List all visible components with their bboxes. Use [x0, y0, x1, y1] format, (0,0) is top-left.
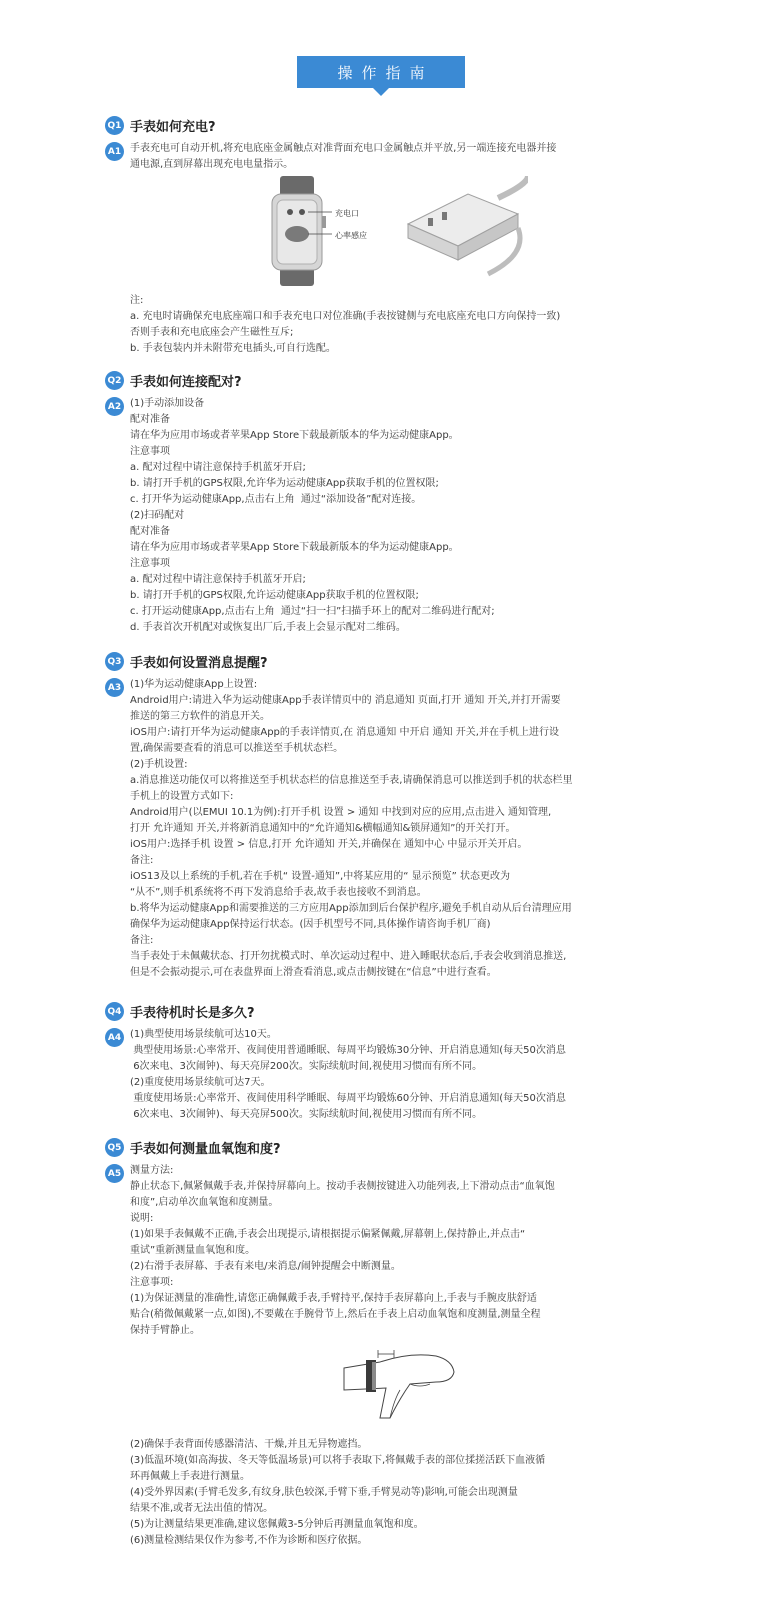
answer-badge: A4: [105, 1028, 124, 1047]
note-line: 否则手表和充电底座会产生磁性互斥;: [130, 327, 294, 338]
answer-line: 6次来电、3次闹钟)、每天亮屏500次。实际续航时间,视使用习惯而有所不同。: [130, 1109, 483, 1120]
answer-line: 测量方法:: [130, 1165, 174, 1176]
answer-line: 注意事项: [130, 446, 170, 457]
answer-line: 静止状态下,佩紧佩戴手表,并保持屏幕向上。按动手表侧按键进入功能列表,上下滑动点击“血氧饱: [130, 1181, 555, 1192]
answer-line: 重度使用场景:心率常开、夜间使用科学睡眠、每周平均锻炼60分钟、开启消息通知(每天50次消息: [130, 1093, 566, 1104]
question-badge: Q3: [105, 652, 124, 671]
answer-line: (2)确保手表背面传感器清洁、干燥,并且无异物遮挡。: [130, 1439, 368, 1450]
answer-line: c. 打开华为运动健康App,点击右上角 通过“添加设备”配对连接。: [130, 494, 422, 505]
answer-line: 注意事项:: [130, 1277, 174, 1288]
answer-badge: A2: [105, 397, 124, 416]
answer-line: 结果不准,或者无法出值的情况。: [130, 1503, 274, 1514]
answer-line: a. 配对过程中请注意保持手机蓝牙开启;: [130, 462, 306, 473]
question-title: 手表如何设置消息提醒?: [130, 656, 268, 671]
answer-text: [130, 1163, 665, 1339]
answer-badge: A1: [105, 142, 124, 161]
question-badge: Q4: [105, 1002, 124, 1021]
answer-line: 推送的第三方软件的消息开关。: [130, 711, 270, 722]
answer-line: 保持手臂静止。: [130, 1325, 200, 1336]
answer-line: 说明:: [130, 1213, 154, 1224]
charging-port-label: 充电口: [335, 209, 359, 218]
answer-line: 打开 允许通知 开关,并将新消息通知中的“允许通知&横幅通知&锁屏通知”的开关打开。: [130, 823, 516, 834]
note-line: a. 充电时请确保充电底座端口和手表充电口对位准确(手表按键侧与充电底座充电口方向保持一致): [130, 311, 561, 322]
answer-line: a.消息推送功能仅可以将推送至手机状态栏的信息推送至手表,请确保消息可以推送到手机的状态栏里: [130, 775, 573, 786]
answer-line: b.将华为运动健康App和需要推送的三方应用App添加到后台保护程序,避免手机自动从后台清理应用: [130, 903, 572, 914]
answer-line: 重试”重新测量血氧饱和度。: [130, 1245, 256, 1256]
answer-line: d. 手表首次开机配对或恢复出厂后,手表上会显示配对二维码。: [130, 622, 406, 633]
answer-text: [130, 677, 665, 981]
answer-line: 贴合(稍微佩戴紧一点,如图),不要戴在手腕骨节上,然后在手表上启动血氧饱和度测量,测量全程: [130, 1309, 541, 1320]
faq-battery-life: [105, 1002, 665, 1123]
answer-line: (4)受外界因素(手臂毛发多,有纹身,肤色较深,手臂下垂,手臂晃动等)影响,可能会出现测量: [130, 1487, 518, 1498]
question-badge: Q5: [105, 1138, 124, 1157]
answer-line: 6次来电、3次闹钟)、每天亮屏200次。实际续航时间,视使用习惯而有所不同。: [130, 1061, 483, 1072]
answer-line: 注意事项: [130, 558, 170, 569]
question-title: 手表待机时长是多久?: [130, 1006, 255, 1021]
answer-line: Android用户:请进入华为运动健康App手表详情页中的 消息通知 页面,打开 通知 开关,并打开需要: [130, 695, 561, 706]
charging-notes: [130, 293, 660, 357]
question-badge: Q1: [105, 116, 124, 135]
answer-line: a. 配对过程中请注意保持手机蓝牙开启;: [130, 574, 306, 585]
answer-line: (1)典型使用场景续航可达10天。: [130, 1029, 277, 1040]
answer-line: 环再佩戴上手表进行测量。: [130, 1471, 250, 1482]
answer-line: (2)扫码配对: [130, 510, 185, 521]
answer-line: (6)测量检测结果仅作为参考,不作为诊断和医疗依据。: [130, 1535, 368, 1546]
answer-line: 手机上的设置方式如下:: [130, 791, 234, 802]
answer-line: 置,确保需要查看的消息可以推送至手机状态栏。: [130, 743, 344, 754]
answer-line: (1)华为运动健康App上设置:: [130, 679, 258, 690]
answer-line: 但是不会振动提示,可在表盘界面上滑查看消息,或点击侧按键在“信息”中进行查看。: [130, 967, 497, 978]
watch-back-illustration: [268, 176, 528, 288]
answer-line: 确保华为运动健康App保持运行状态。(因手机型号不同,具体操作请咨询手机厂商): [130, 919, 491, 930]
answer-line: (3)低温环境(如高海拔、冬天等低温场景)可以将手表取下,将佩戴手表的部位揉搓活跃下血液循: [130, 1455, 546, 1466]
heart-rate-sensor-label: 心率感应: [335, 231, 367, 240]
answer-line: 配对准备: [130, 414, 170, 425]
answer-line: b. 请打开手机的GPS权限,允许华为运动健康App获取手机的位置权限;: [130, 478, 439, 489]
note-line: b. 手表包装内并未附带充电插头,可自行选配。: [130, 343, 336, 354]
answer-line: 请在华为应用市场或者苹果App Store下载最新版本的华为运动健康App。: [130, 430, 459, 441]
answer-line: 当手表处于未佩戴状态、打开勿扰模式时、单次运动过程中、进入睡眠状态后,手表会收到消息推送,: [130, 951, 567, 962]
wrist-wearing-illustration: [340, 1338, 460, 1422]
answer-line: 典型使用场景:心率常开、夜间使用普通睡眠、每周平均锻炼30分钟、开启消息通知(每天50次消息: [130, 1045, 566, 1056]
answer-line: iOS13及以上系统的手机,若在手机“ 设置-通知”,中将某应用的“ 显示预览” 状态更改为: [130, 871, 510, 882]
answer-line: 和度”,启动单次血氧饱和度测量。: [130, 1197, 279, 1208]
answer-line: iOS用户:选择手机 设置 > 信息,打开 允许通知 开关,并确保在 通知中心 中显示开关开启。: [130, 839, 528, 850]
question-title: 手表如何测量血氧饱和度?: [130, 1142, 281, 1157]
faq-blood-oxygen: [105, 1138, 665, 1339]
faq-pairing: [105, 371, 665, 636]
answer-line: 请在华为应用市场或者苹果App Store下载最新版本的华为运动健康App。: [130, 542, 459, 553]
answer-line: 通电源,直到屏幕出现充电电量指示。: [130, 159, 294, 170]
faq-notifications: [105, 652, 665, 981]
answer-text: [130, 141, 665, 173]
guide-banner: 操作指南: [297, 56, 465, 88]
answer-line: (1)如果手表佩戴不正确,手表会出现提示,请根据提示偏紧佩戴,屏幕朝上,保持静止,并点击“: [130, 1229, 526, 1240]
answer-line: Android用户(以EMUI 10.1为例):打开手机 设置 > 通知 中找到对应的应用,点击进入 通知管理,: [130, 807, 552, 818]
note-line: 注:: [130, 295, 144, 306]
answer-line: 配对准备: [130, 526, 170, 537]
answer-text: [130, 1027, 665, 1123]
answer-line: (2)右滑手表屏幕、手表有来电/来消息/闹钟提醒会中断测量。: [130, 1261, 401, 1272]
answer-line: 手表充电可自动开机,将充电底座金属触点对准背面充电口金属触点并平放,另一端连接充电器并接: [130, 143, 557, 154]
faq-charging: [105, 116, 665, 173]
question-badge: Q2: [105, 371, 124, 390]
answer-line: (5)为让测量结果更准确,建议您佩戴3-5分钟后再测量血氧饱和度。: [130, 1519, 424, 1530]
answer-line: (1)手动添加设备: [130, 398, 205, 409]
answer-line: 备注:: [130, 855, 154, 866]
answer-line: b. 请打开手机的GPS权限,允许运动健康App获取手机的位置权限;: [130, 590, 419, 601]
question-title: 手表如何连接配对?: [130, 375, 242, 390]
question-title: 手表如何充电?: [130, 120, 216, 135]
answer-line: (2)手机设置:: [130, 759, 188, 770]
answer-text: [130, 396, 665, 636]
answer-badge: A3: [105, 678, 124, 697]
blood-oxygen-notes-continued: [130, 1437, 670, 1549]
answer-line: iOS用户:请打开华为运动健康App的手表详情页,在 消息通知 中开启 通知 开关,并在手机上进行设: [130, 727, 559, 738]
answer-line: “从不”,则手机系统将不再下发消息给手表,故手表也接收不到消息。: [130, 887, 427, 898]
answer-line: c. 打开运动健康App,点击右上角 通过“扫一扫”扫描手环上的配对二维码进行配对;: [130, 606, 495, 617]
answer-badge: A5: [105, 1164, 124, 1183]
answer-line: (1)为保证测量的准确性,请您正确佩戴手表,手臂持平,保持手表屏幕向上,手表与手腕皮肤舒适: [130, 1293, 537, 1304]
answer-line: (2)重度使用场景续航可达7天。: [130, 1077, 271, 1088]
answer-line: 备注:: [130, 935, 154, 946]
